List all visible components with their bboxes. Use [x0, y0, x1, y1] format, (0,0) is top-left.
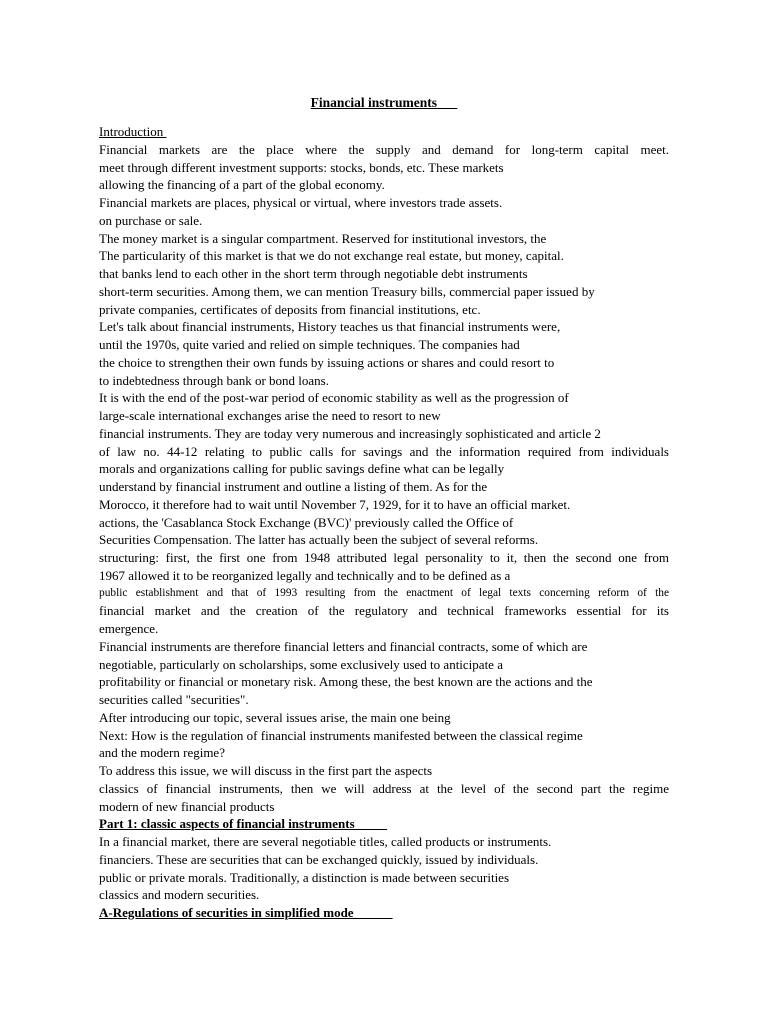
text-line: that banks lend to each other in the short term through negotiable debt instruments — [99, 266, 528, 281]
text-line: meet through different investment supports: stocks, bonds, etc. These markets — [99, 159, 504, 175]
text-line: negotiable, particularly on scholarships, some exclusively used to anticipate a — [99, 656, 503, 672]
part-1-heading — [99, 815, 669, 833]
text-line: Morocco, it therefore had to wait until November 7, 1929, for it to have an official market. — [99, 496, 571, 512]
text-line: emergence. — [99, 621, 159, 636]
text-line: Let's talk about financial instruments, History teaches us that financial instruments were, — [99, 319, 561, 335]
text-line: 1967 allowed it to be reorganized legally and technically and to be defined as a — [99, 567, 511, 583]
section-a-heading-text: A-Regulations of securities in simplified mode — [99, 905, 393, 920]
text-line: on purchase or sale. — [99, 212, 203, 228]
text-line: allowing the financing of a part of the global economy. — [99, 177, 385, 193]
text-line: financial market and the creation of the regulatory and technical frameworks essential for its — [99, 603, 669, 619]
text-line: In a financial market, there are several negotiable titles, called products or instruments. — [99, 834, 552, 849]
text-line: profitability or financial or monetary risk. Among these, the best known are the actions and the — [99, 674, 593, 690]
text-line: Securities Compensation. The latter has actually been the subject of several reforms. — [99, 532, 539, 548]
text-line: It is with the end of the post-war period of economic stability as well as the progression of — [99, 390, 569, 406]
text-line: public or private morals. Traditionally, a distinction is made between securities — [99, 869, 510, 885]
text-line: The money market is a singular compartment. Reserved for institutional investors, the — [99, 230, 547, 246]
section-a-heading — [99, 904, 669, 922]
text-line: Next: How is the regulation of financial instruments manifested between the classical regime — [99, 727, 583, 743]
text-line: of law no. 44-12 relating to public calls for savings and the information required from individuals — [99, 443, 669, 459]
text-line: classics of financial instruments, then we will address at the level of the second part the regime — [99, 780, 669, 796]
text-line: securities called "securities". — [99, 692, 249, 707]
document-title: Financial instruments — [310, 95, 458, 110]
text-line: actions, the 'Casablanca Stock Exchange (BVC)' previously called the Office of — [99, 514, 514, 530]
text-line: morals and organizations calling for public savings define what can be legally — [99, 461, 505, 477]
text-line: classics and modern securities. — [99, 887, 260, 903]
text-line: and the modern regime? — [99, 745, 225, 761]
text-line: large-scale international exchanges arise the need to resort to new — [99, 408, 441, 423]
part-1-heading-text: Part 1: classic aspects of financial instruments — [99, 816, 388, 832]
text-line: until the 1970s, quite varied and relied on simple techniques. The companies had — [99, 337, 520, 352]
text-line: Financial instruments are therefore financial letters and financial contracts, some of which are — [99, 638, 588, 654]
text-line: financial instruments. They are today very numerous and increasingly sophisticated and article 2 — [99, 425, 601, 441]
text-line: The particularity of this market is that we do not exchange real estate, but money, capital. — [99, 248, 564, 264]
text-line: to indebtedness through bank or bond loans. — [99, 372, 329, 388]
text-line: financiers. These are securities that can be exchanged quickly, issued by individuals. — [99, 851, 539, 867]
introduction-heading-text: Introduction — [99, 124, 167, 139]
text-line: Financial markets are places, physical or virtual, where investors trade assets. — [99, 195, 503, 210]
text-line: structuring: first, the first one from 1948 attributed legal personality to it, then the second one from — [99, 550, 669, 565]
text-line: modern of new financial products — [99, 798, 275, 814]
text-line: public establishment and that of 1993 resulting from the enactment of legal texts concerning reform of the — [99, 586, 669, 599]
text-line: private companies, certificates of deposits from financial institutions, etc. — [99, 301, 481, 317]
document-body — [99, 123, 669, 922]
text-line: short-term securities. Among them, we can mention Treasury bills, commercial paper issued by — [99, 283, 595, 299]
text-line: understand by financial instrument and outline a listing of them. As for the — [99, 479, 488, 494]
introduction-heading — [99, 123, 669, 141]
text-line: Financial markets are the place where the supply and demand for long-term capital meet. — [99, 141, 669, 157]
text-line: the choice to strengthen their own funds by issuing actions or shares and could resort to — [99, 354, 555, 370]
text-line: To address this issue, we will discuss in the first part the aspects — [99, 763, 433, 778]
text-line: After introducing our topic, several issues arise, the main one being — [99, 709, 451, 725]
